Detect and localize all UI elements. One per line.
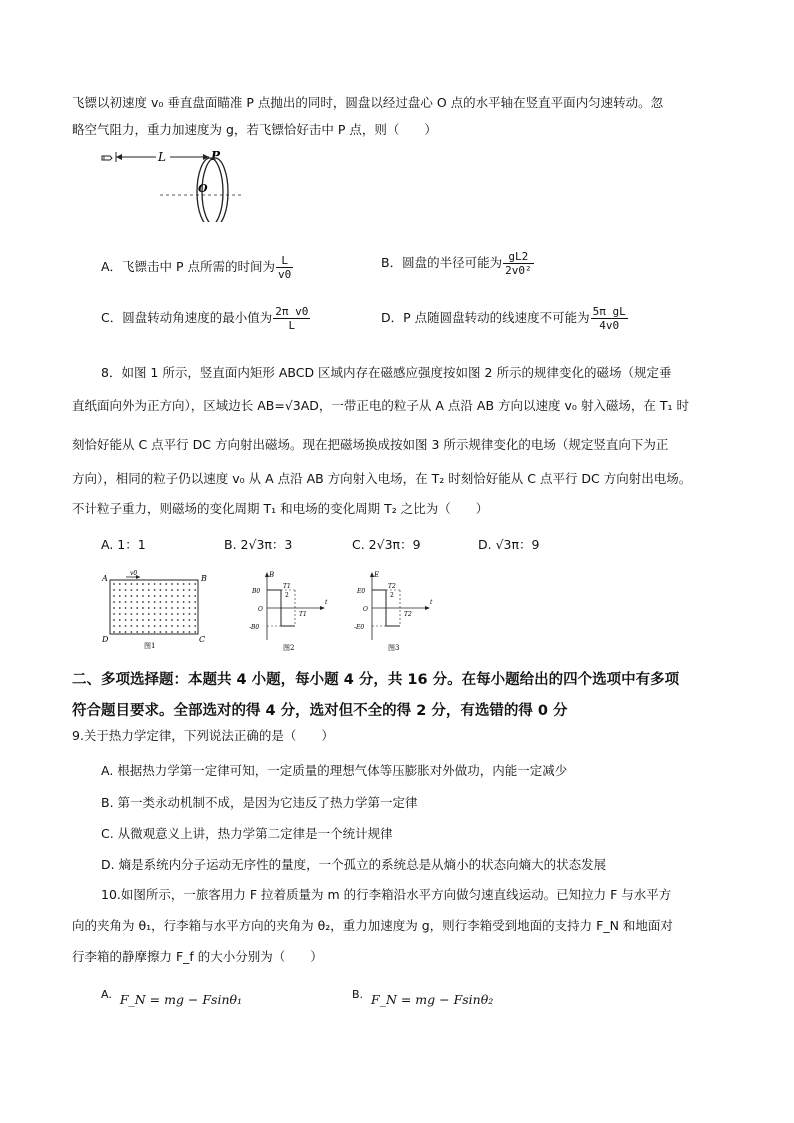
field-dot: [183, 607, 185, 609]
field-dot: [148, 589, 150, 591]
svg-text:v0: v0: [130, 570, 138, 577]
q7-option-d[interactable]: D．P 点随圆盘转动的线速度不可能为 $\frac{\text{5π gL}}{4v0}$: [381, 305, 626, 332]
field-dot: [125, 601, 127, 603]
field-dot: [142, 607, 144, 609]
field-dot: [136, 613, 138, 615]
field-dot: [125, 589, 127, 591]
field-dot: [160, 619, 162, 621]
field-dot: [113, 607, 115, 609]
field-dot: [189, 601, 191, 603]
figure-1-magnetic-region: [100, 570, 212, 652]
label-L: L: [158, 150, 166, 164]
q8-option-d[interactable]: D. √3π：9: [478, 537, 540, 552]
field-dot: [125, 613, 127, 615]
svg-text:t: t: [430, 599, 433, 606]
svg-text:图3: 图3: [388, 644, 400, 652]
field-dot: [136, 619, 138, 621]
q9-stem: 9.关于热力学定律，下列说法正确的是（ ）: [72, 728, 334, 743]
svg-text:t: t: [325, 599, 328, 606]
field-dot: [142, 631, 144, 633]
svg-text:B: B: [269, 571, 275, 579]
svg-text:E: E: [374, 571, 380, 579]
q7-stem-line1: 飞镖以初速度 v₀ 垂直盘面瞄准 P 点抛出的同时，圆盘以经过盘心 O 点的水平轴在竖直平面内匀速转动。忽: [72, 95, 664, 110]
q9-option-d[interactable]: D. 熵是系统内分子运动无序性的量度，一个孤立的系统总是从熵小的状态向熵大的状态发展: [101, 857, 607, 872]
q7-option-b[interactable]: B．圆盘的半径可能为 $\frac{gL2}{\text{2v0²}}$: [381, 250, 532, 277]
field-dot: [183, 583, 185, 585]
field-dot: [136, 625, 138, 627]
field-dot: [131, 595, 133, 597]
fraction-d: $\frac{\text{5π gL}}{4v0}$: [592, 305, 626, 332]
svg-text:图1: 图1: [144, 642, 156, 650]
field-dot: [136, 583, 138, 585]
field-dot: [189, 625, 191, 627]
field-dot: [119, 631, 121, 633]
field-dot: [177, 583, 179, 585]
field-dot: [171, 613, 173, 615]
svg-text:C: C: [199, 635, 206, 644]
section-2-heading-line2: 符合题目要求。全部选对的得 4 分，选对但不全的得 2 分，有选错的得 0 分: [72, 703, 568, 719]
field-dot: [194, 619, 196, 621]
svg-text:T1: T1: [283, 583, 291, 590]
field-dot: [177, 601, 179, 603]
field-dots: [113, 583, 196, 633]
q7-option-a[interactable]: A．飞镖击中 P 点所需的时间为 $\frac{L}{v0}$: [101, 254, 292, 281]
field-dot: [160, 613, 162, 615]
q8-option-b[interactable]: B. 2√3π：3: [224, 537, 293, 552]
field-dot: [165, 589, 167, 591]
field-dot: [136, 601, 138, 603]
svg-text:E0: E0: [357, 588, 366, 595]
field-dot: [125, 583, 127, 585]
field-dot: [154, 607, 156, 609]
field-dot: [154, 583, 156, 585]
field-dot: [119, 589, 121, 591]
field-dot: [148, 583, 150, 585]
field-dot: [131, 613, 133, 615]
field-dot: [177, 607, 179, 609]
q8-option-c[interactable]: C. 2√3π：9: [352, 537, 421, 552]
svg-text:2: 2: [390, 592, 394, 599]
field-dot: [171, 589, 173, 591]
field-dot: [171, 619, 173, 621]
svg-text:B: B: [201, 574, 207, 583]
field-dot: [142, 589, 144, 591]
field-dot: [171, 625, 173, 627]
field-dot: [142, 595, 144, 597]
field-dot: [119, 619, 121, 621]
field-dot: [142, 583, 144, 585]
field-dot: [119, 607, 121, 609]
field-dot: [194, 631, 196, 633]
field-dot: [177, 595, 179, 597]
field-dot: [131, 607, 133, 609]
field-dot: [154, 589, 156, 591]
field-dot: [125, 631, 127, 633]
field-dot: [160, 631, 162, 633]
field-dot: [177, 613, 179, 615]
field-dot: [125, 595, 127, 597]
label-O: O: [198, 182, 208, 195]
field-dot: [142, 619, 144, 621]
q9-option-c[interactable]: C. 从微观意义上讲，热力学第二定律是一个统计规律: [101, 826, 393, 841]
field-dot: [119, 601, 121, 603]
field-dot: [131, 619, 133, 621]
field-dot: [113, 619, 115, 621]
svg-text:T2: T2: [404, 611, 412, 618]
field-dot: [194, 625, 196, 627]
field-dot: [160, 601, 162, 603]
field-dot: [194, 613, 196, 615]
field-dot: [165, 601, 167, 603]
field-dot: [189, 595, 191, 597]
q10-option-b[interactable]: B. F_N = mg − Fsinθ₂: [352, 988, 494, 1007]
field-dot: [160, 583, 162, 585]
svg-text:T1: T1: [299, 611, 307, 618]
q9-option-a[interactable]: A. 根据热力学第一定律可知，一定质量的理想气体等压膨胀对外做功，内能一定减少: [101, 763, 568, 778]
field-dot: [171, 631, 173, 633]
svg-text:B0: B0: [252, 588, 261, 595]
field-dot: [160, 607, 162, 609]
svg-text:D: D: [102, 635, 109, 644]
svg-text:图2: 图2: [283, 644, 295, 652]
field-dot: [189, 631, 191, 633]
field-dot: [136, 607, 138, 609]
field-dot: [177, 625, 179, 627]
field-dot: [189, 607, 191, 609]
field-dot: [113, 631, 115, 633]
field-dot: [154, 619, 156, 621]
field-dot: [160, 625, 162, 627]
field-dot: [171, 595, 173, 597]
section-2-heading-line1: 二、多项选择题：本题共 4 小题，每小题 4 分，共 16 分。在每小题给出的四个选项中有多项: [72, 672, 680, 688]
field-dot: [148, 601, 150, 603]
field-dot: [125, 625, 127, 627]
field-dot: [189, 589, 191, 591]
svg-text:O: O: [363, 606, 368, 613]
field-dot: [165, 631, 167, 633]
field-dot: [113, 583, 115, 585]
q8-stem-line3: 刻恰好能从 C 点平行 DC 方向射出磁场。现在把磁场换成按如图 3 所示规律变化的电场（规定竖直向下为正: [72, 437, 669, 452]
svg-text:T2: T2: [388, 583, 396, 590]
q8-stem-line1: 8．如图 1 所示，竖直面内矩形 ABCD 区域内存在磁感应强度按如图 2 所示的规律变化的磁场（规定垂: [101, 365, 672, 380]
fraction-a: $\frac{L}{v0}$: [278, 254, 292, 281]
field-dot: [113, 613, 115, 615]
label-P: P: [211, 149, 221, 163]
fraction-b: $\frac{gL2}{\text{2v0²}}$: [505, 250, 532, 277]
q10-stem-line1: 10.如图所示，一旅客用力 F 拉着质量为 m 的行李箱沿水平方向做匀速直线运动。已知拉力 F 与水平方: [101, 887, 672, 902]
field-dot: [154, 601, 156, 603]
svg-text:A: A: [102, 574, 108, 583]
field-dot: [131, 625, 133, 627]
field-dot: [119, 613, 121, 615]
field-dot: [165, 619, 167, 621]
field-dot: [131, 583, 133, 585]
field-dot: [154, 595, 156, 597]
q8-stem-line4: 方向），相同的粒子仍以速度 v₀ 从 A 点沿 AB 方向射入电场，在 T₂ 时刻恰好能从 C 点平行 DC 方向射出电场。: [72, 471, 692, 486]
q7-stem-line2: 略空气阻力，重力加速度为 g，若飞镖恰好击中 P 点，则（ ）: [72, 122, 437, 137]
field-dot: [165, 625, 167, 627]
field-dot: [189, 613, 191, 615]
field-dot: [113, 589, 115, 591]
field-dot: [154, 625, 156, 627]
field-dot: [113, 595, 115, 597]
field-dot: [183, 595, 185, 597]
field-dot: [131, 601, 133, 603]
field-dot: [183, 589, 185, 591]
field-dot: [183, 613, 185, 615]
field-dot: [119, 625, 121, 627]
dart-disk-figure: [98, 142, 248, 222]
svg-text:-B0: -B0: [249, 624, 260, 631]
svg-text:2: 2: [285, 592, 289, 599]
field-dot: [183, 625, 185, 627]
field-dot: [165, 607, 167, 609]
svg-text:-E0: -E0: [354, 624, 365, 631]
field-dot: [171, 601, 173, 603]
field-dot: [148, 595, 150, 597]
field-dot: [148, 613, 150, 615]
field-dot: [113, 625, 115, 627]
q10-stem-line2: 向的夹角为 θ₁，行李箱与水平方向的夹角为 θ₂，重力加速度为 g，则行李箱受到地面的支持力 F_N 和地面对: [72, 918, 673, 933]
field-dot: [154, 613, 156, 615]
q10-stem-line3: 行李箱的静摩擦力 F_f 的大小分别为（ ）: [72, 949, 323, 964]
field-dot: [131, 589, 133, 591]
field-dot: [183, 601, 185, 603]
field-dot: [194, 601, 196, 603]
field-dot: [194, 583, 196, 585]
q10-option-a[interactable]: A. F_N = mg − Fsinθ₁: [101, 988, 243, 1007]
field-dot: [177, 631, 179, 633]
q9-option-b[interactable]: B. 第一类永动机制不成，是因为它违反了热力学第一定律: [101, 795, 418, 810]
field-dot: [119, 583, 121, 585]
field-dot: [183, 631, 185, 633]
field-dot: [148, 607, 150, 609]
field-dot: [142, 613, 144, 615]
field-dot: [160, 589, 162, 591]
q8-stem-line5: 不计粒子重力，则磁场的变化周期 T₁ 和电场的变化周期 T₂ 之比为（ ）: [72, 501, 489, 516]
field-dot: [165, 583, 167, 585]
field-dot: [194, 607, 196, 609]
field-dot: [171, 607, 173, 609]
svg-text:O: O: [258, 606, 263, 613]
field-dot: [165, 613, 167, 615]
field-dot: [113, 601, 115, 603]
field-dot: [189, 619, 191, 621]
fraction-c: $\frac{\text{2π v0}}{L}$: [275, 305, 309, 332]
q8-option-a[interactable]: A. 1：1: [101, 537, 146, 552]
q7-option-c[interactable]: C．圆盘转动角速度的最小值为 $\frac{\text{2π v0}}{L}$: [101, 305, 309, 332]
field-dot: [194, 595, 196, 597]
field-dot: [160, 595, 162, 597]
field-dot: [171, 583, 173, 585]
field-dot: [148, 631, 150, 633]
figure-2-b-t-graph: [249, 568, 331, 654]
field-dot: [165, 595, 167, 597]
dart-icon: [102, 156, 112, 160]
field-dot: [125, 607, 127, 609]
field-dot: [136, 631, 138, 633]
field-dot: [177, 589, 179, 591]
field-dot: [194, 589, 196, 591]
field-dot: [131, 631, 133, 633]
field-dot: [136, 589, 138, 591]
field-dot: [189, 583, 191, 585]
field-dot: [119, 595, 121, 597]
field-dot: [154, 631, 156, 633]
field-dot: [136, 595, 138, 597]
field-dot: [148, 619, 150, 621]
q8-stem-line2: 直纸面向外为正方向），区域边长 AB=√3AD，一带正电的粒子从 A 点沿 AB 方向以速度 v₀ 射入磁场，在 T₁ 时: [72, 398, 689, 413]
field-dot: [183, 619, 185, 621]
field-dot: [148, 625, 150, 627]
field-dot: [142, 625, 144, 627]
figure-3-e-t-graph: [354, 568, 436, 654]
field-dot: [177, 619, 179, 621]
field-dot: [142, 601, 144, 603]
field-dot: [125, 619, 127, 621]
